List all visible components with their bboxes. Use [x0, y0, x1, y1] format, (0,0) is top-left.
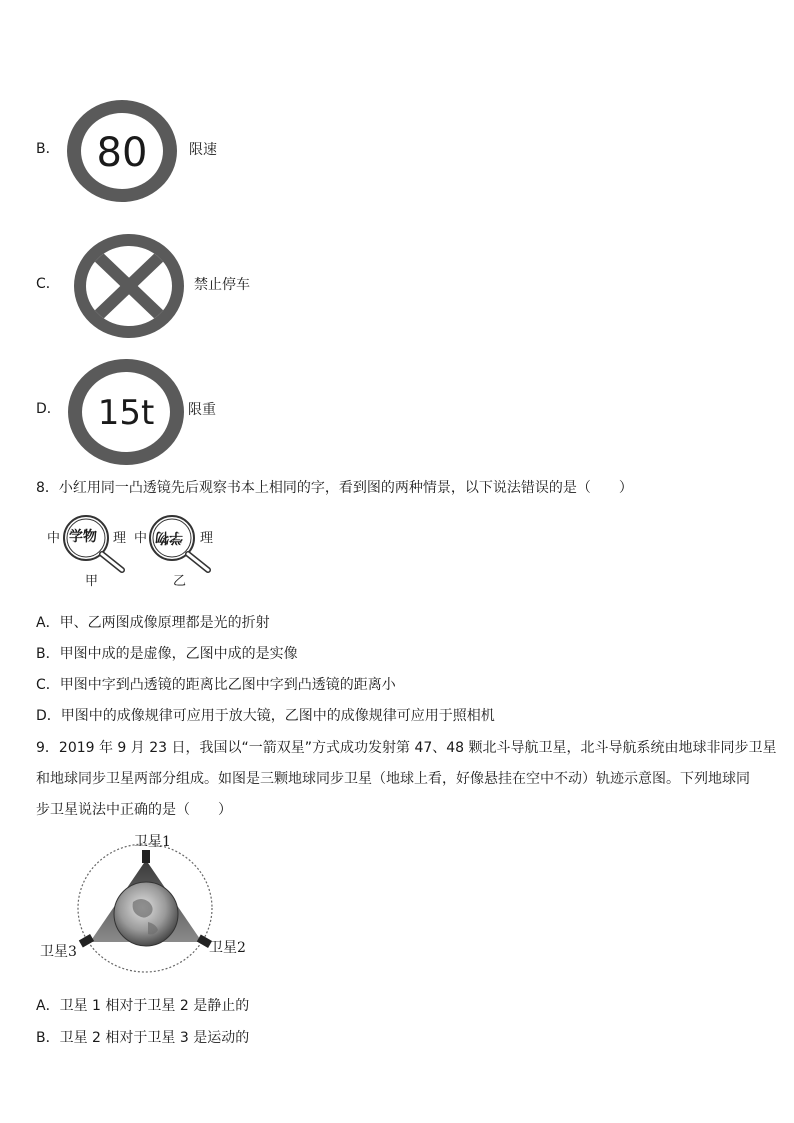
yi-label: 乙 — [173, 574, 187, 589]
q9-stem-line3: 步卫星说法中正确的是（ ） — [36, 802, 232, 818]
q8-option-d: D．甲图中的成像规律可应用于放大镜，乙图中的成像规律可应用于照相机 — [36, 708, 495, 724]
q8-option-a: A．甲、乙两图成像原理都是光的折射 — [36, 615, 270, 631]
yi-lens-text-inverted: 学物 — [155, 529, 183, 545]
q8-stem: 8．小红用同一凸透镜先后观察书本上相同的字，看到图的两种情景，以下说法错误的是（ ） — [36, 480, 633, 496]
q9-satellite-figure — [38, 834, 258, 984]
option-d-letter: D． — [36, 401, 61, 417]
q9-option-b: B．卫星 2 相对于卫星 3 是运动的 — [36, 1030, 250, 1046]
yi-right-char: 理 — [200, 531, 214, 546]
option-b-caption: 限速 — [189, 142, 217, 158]
jia-lens-text: 学物 — [69, 529, 97, 545]
jia-right-char: 理 — [113, 531, 127, 546]
satellite-1-label: 卫星1 — [134, 834, 171, 850]
weight-limit-sign — [64, 356, 188, 468]
q8-option-c: C．甲图中字到凸透镜的距离比乙图中字到凸透镜的距离小 — [36, 677, 396, 693]
q9-stem-line2: 和地球同步卫星两部分组成。如图是三颗地球同步卫星（地球上看，好像悬挂在空中不动）轨迹示意图。下列地球同 — [36, 771, 750, 787]
q9-stem-line1: 9．2019 年 9 月 23 日，我国以“一箭双星”方式成功发射第 47、48 颗北斗导航卫星，北斗导航系统由地球非同步卫星 — [36, 740, 777, 756]
q8-option-b: B．甲图中成的是虚像，乙图中成的是实像 — [36, 646, 298, 662]
no-parking-sign — [70, 233, 190, 339]
option-c-caption: 禁止停车 — [194, 277, 250, 293]
satellite-3-label: 卫星3 — [40, 944, 77, 960]
speed-limit-value: 80 — [96, 130, 148, 176]
q9-option-a: A．卫星 1 相对于卫星 2 是静止的 — [36, 998, 250, 1014]
yi-left-char: 中 — [134, 531, 148, 546]
jia-label: 甲 — [85, 574, 99, 589]
satellite-2-label: 卫星2 — [209, 940, 246, 956]
weight-limit-value: 15t — [97, 393, 155, 433]
option-d-caption: 限重 — [188, 402, 216, 418]
jia-left-char: 中 — [47, 531, 61, 546]
satellite-3-icon — [79, 934, 94, 947]
speed-limit-sign — [62, 96, 182, 206]
option-b-letter: B． — [36, 141, 60, 157]
q8-figure — [40, 510, 230, 590]
option-c-letter: C． — [36, 276, 60, 292]
